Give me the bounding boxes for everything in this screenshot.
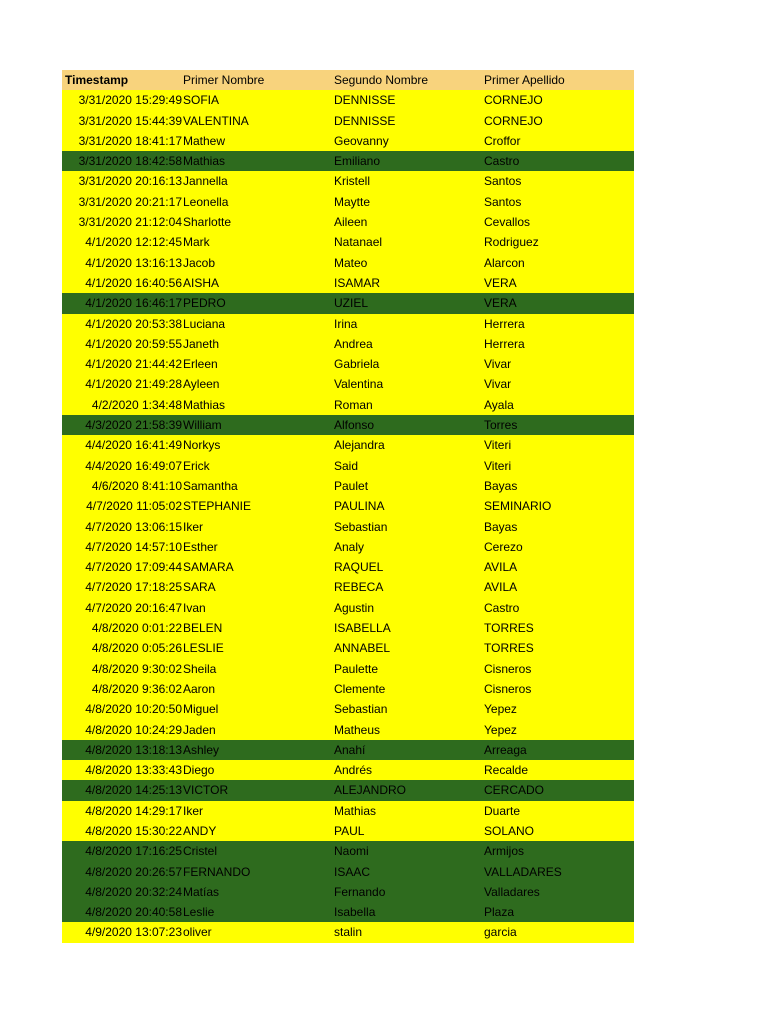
primer-nombre-cell[interactable]: BELEN xyxy=(183,621,223,636)
timestamp-cell[interactable]: 4/8/2020 20:32:24 xyxy=(85,884,182,899)
primer-nombre-cell[interactable]: SARA xyxy=(183,580,216,595)
primer-nombre-cell[interactable]: Cristel xyxy=(183,844,218,859)
segundo-nombre-cell[interactable]: Roman xyxy=(334,397,373,412)
table-row xyxy=(62,638,634,658)
primer-nombre-cell[interactable]: Sheila xyxy=(183,661,217,676)
primer-nombre-cell[interactable]: SOFIA xyxy=(183,93,220,108)
primer-apellido-cell[interactable]: TORRES xyxy=(484,621,534,636)
primer-nombre-cell[interactable]: Jacob xyxy=(183,255,216,270)
segundo-nombre-cell[interactable]: Matheus xyxy=(334,722,381,737)
table-row xyxy=(62,151,634,171)
table-row xyxy=(62,192,634,212)
primer-apellido-cell[interactable]: Armijos xyxy=(484,844,525,859)
timestamp-cell[interactable]: 4/4/2020 16:49:07 xyxy=(85,458,182,473)
timestamp-cell[interactable]: 4/1/2020 16:40:56 xyxy=(85,275,182,290)
segundo-nombre-cell[interactable]: Fernando xyxy=(334,884,386,899)
primer-apellido-cell[interactable]: AVILA xyxy=(484,560,518,575)
primer-apellido-cell[interactable]: Cerezo xyxy=(484,539,523,554)
timestamp-cell[interactable]: 4/8/2020 17:16:25 xyxy=(85,844,182,859)
timestamp-cell[interactable]: 4/1/2020 13:16:13 xyxy=(85,255,182,270)
timestamp-cell[interactable]: 4/8/2020 20:26:57 xyxy=(85,864,182,879)
segundo-nombre-cell[interactable]: Geovanny xyxy=(334,133,389,148)
segundo-nombre-cell[interactable]: Mateo xyxy=(334,255,368,270)
segundo-nombre-cell[interactable]: UZIEL xyxy=(334,296,369,311)
segundo-nombre-cell[interactable]: Paulet xyxy=(334,478,369,493)
table-row xyxy=(62,618,634,638)
primer-nombre-cell[interactable]: LESLIE xyxy=(183,641,224,656)
segundo-nombre-cell[interactable]: Paulette xyxy=(334,661,379,676)
primer-apellido-cell[interactable]: Santos xyxy=(484,174,522,189)
primer-nombre-cell[interactable]: Erleen xyxy=(183,357,218,372)
timestamp-cell[interactable]: 4/8/2020 14:25:13 xyxy=(85,783,182,798)
segundo-nombre-cell[interactable]: Analy xyxy=(334,539,365,554)
segundo-nombre-cell[interactable]: Naomi xyxy=(334,844,369,859)
timestamp-cell[interactable]: 3/31/2020 20:21:17 xyxy=(78,194,182,209)
primer-nombre-cell[interactable]: Ashley xyxy=(183,742,220,757)
table-row xyxy=(62,171,634,191)
primer-apellido-cell[interactable]: Vivar xyxy=(484,377,512,392)
primer-nombre-cell[interactable]: VICTOR xyxy=(183,783,229,798)
timestamp-cell[interactable]: 4/2/2020 1:34:48 xyxy=(91,397,182,412)
primer-nombre-cell[interactable]: ANDY xyxy=(183,823,217,838)
primer-nombre-cell[interactable]: Mark xyxy=(183,235,210,250)
timestamp-cell[interactable]: 4/1/2020 16:46:17 xyxy=(85,296,182,311)
primer-apellido-cell[interactable]: Castro xyxy=(484,600,520,615)
table-row xyxy=(62,354,634,374)
segundo-nombre-cell[interactable]: ISABELLA xyxy=(334,621,391,636)
segundo-nombre-cell[interactable]: Irina xyxy=(334,316,358,331)
table-row xyxy=(62,902,634,922)
primer-nombre-cell[interactable]: Norkys xyxy=(183,438,221,453)
table-row xyxy=(62,212,634,232)
timestamp-cell[interactable]: 4/9/2020 13:07:23 xyxy=(85,925,182,940)
table-row xyxy=(62,111,634,131)
header-row xyxy=(62,70,634,90)
primer-apellido-cell[interactable]: Cisneros xyxy=(484,661,532,676)
timestamp-cell[interactable]: 4/7/2020 11:05:02 xyxy=(86,499,182,514)
timestamp-cell[interactable]: 4/1/2020 21:49:28 xyxy=(85,377,182,392)
primer-nombre-cell[interactable]: VALENTINA xyxy=(183,113,249,128)
primer-apellido-cell[interactable]: Santos xyxy=(484,194,522,209)
timestamp-cell[interactable]: 4/1/2020 21:44:42 xyxy=(85,357,182,372)
primer-apellido-cell[interactable]: Viteri xyxy=(484,458,512,473)
primer-nombre-cell[interactable]: Janeth xyxy=(183,336,220,351)
primer-nombre-cell[interactable]: AISHA xyxy=(183,275,220,290)
primer-apellido-cell[interactable]: VALLADARES xyxy=(484,864,562,879)
primer-apellido-cell[interactable]: AVILA xyxy=(484,580,518,595)
primer-apellido-cell[interactable]: CERCADO xyxy=(484,783,545,798)
table-row xyxy=(62,598,634,618)
table-row xyxy=(62,496,634,516)
timestamp-cell[interactable]: 4/8/2020 9:30:02 xyxy=(91,661,182,676)
primer-apellido-cell[interactable]: VERA xyxy=(484,275,517,290)
primer-nombre-cell[interactable]: SAMARA xyxy=(183,560,234,575)
timestamp-cell[interactable]: 3/31/2020 15:44:39 xyxy=(78,113,182,128)
timestamp-cell[interactable]: 4/6/2020 8:41:10 xyxy=(91,478,182,493)
segundo-nombre-cell[interactable]: Sebastian xyxy=(334,519,388,534)
timestamp-cell[interactable]: 3/31/2020 18:41:17 xyxy=(78,133,182,148)
segundo-nombre-cell[interactable]: DENNISSE xyxy=(334,113,396,128)
primer-nombre-cell[interactable]: Diego xyxy=(183,763,215,778)
table-row xyxy=(62,659,634,679)
timestamp-cell[interactable]: 3/31/2020 21:12:04 xyxy=(78,215,182,230)
segundo-nombre-cell[interactable]: Anahí xyxy=(334,742,366,757)
table-row xyxy=(62,253,634,273)
primer-apellido-cell[interactable]: Ayala xyxy=(484,397,514,412)
primer-apellido-cell[interactable]: Plaza xyxy=(484,905,515,920)
segundo-nombre-cell[interactable]: Clemente xyxy=(334,681,386,696)
table-row xyxy=(62,517,634,537)
segundo-nombre-cell[interactable]: stalin xyxy=(334,925,363,940)
primer-apellido-cell[interactable]: Croffor xyxy=(484,133,521,148)
segundo-nombre-cell[interactable]: Andrea xyxy=(334,336,373,351)
segundo-nombre-cell[interactable]: Andrés xyxy=(334,763,373,778)
primer-nombre-cell[interactable]: FERNANDO xyxy=(183,864,251,879)
segundo-nombre-cell[interactable]: Kristell xyxy=(334,174,371,189)
primer-apellido-cell[interactable]: Herrera xyxy=(484,336,525,351)
timestamp-cell[interactable]: 4/8/2020 0:05:26 xyxy=(91,641,182,656)
primer-apellido-cell[interactable]: Yepez xyxy=(484,702,517,717)
table-row xyxy=(62,862,634,882)
table-row xyxy=(62,293,634,313)
primer-apellido-cell[interactable]: Bayas xyxy=(484,519,518,534)
table-row xyxy=(62,922,634,942)
table-row xyxy=(62,131,634,151)
table-row xyxy=(62,821,634,841)
header-segundo-nombre[interactable]: Segundo Nombre xyxy=(334,73,429,87)
primer-apellido-cell[interactable]: Torres xyxy=(484,418,518,433)
primer-nombre-cell[interactable]: Mathew xyxy=(183,133,226,148)
table-row xyxy=(62,699,634,719)
segundo-nombre-cell[interactable]: Aileen xyxy=(334,215,368,230)
primer-apellido-cell[interactable]: Herrera xyxy=(484,316,525,331)
segundo-nombre-cell[interactable]: PAULINA xyxy=(334,499,385,514)
table-row xyxy=(62,557,634,577)
primer-nombre-cell[interactable]: Matías xyxy=(183,884,220,899)
timestamp-cell[interactable]: 3/31/2020 18:42:58 xyxy=(78,154,182,169)
table-row xyxy=(62,720,634,740)
table-row xyxy=(62,882,634,902)
segundo-nombre-cell[interactable]: Maytte xyxy=(334,194,371,209)
timestamp-cell[interactable]: 4/8/2020 10:20:50 xyxy=(85,702,182,717)
primer-nombre-cell[interactable]: PEDRO xyxy=(183,296,226,311)
primer-nombre-cell[interactable]: Luciana xyxy=(183,316,226,331)
timestamp-cell[interactable]: 4/8/2020 13:33:43 xyxy=(85,763,182,778)
primer-apellido-cell[interactable]: Rodriguez xyxy=(484,235,539,250)
timestamp-cell[interactable]: 4/7/2020 17:09:44 xyxy=(85,560,182,575)
primer-apellido-cell[interactable]: Vivar xyxy=(484,357,512,372)
timestamp-cell[interactable]: 4/4/2020 16:41:49 xyxy=(85,438,182,453)
header-timestamp[interactable]: Timestamp xyxy=(65,73,129,87)
timestamp-cell[interactable]: 4/7/2020 14:57:10 xyxy=(85,539,182,554)
timestamp-cell[interactable]: 3/31/2020 15:29:49 xyxy=(78,93,182,108)
primer-nombre-cell[interactable]: Iker xyxy=(183,519,204,534)
primer-apellido-cell[interactable]: Arreaga xyxy=(484,742,527,757)
table-row xyxy=(62,841,634,861)
primer-apellido-cell[interactable]: VERA xyxy=(484,296,517,311)
segundo-nombre-cell[interactable]: ISAMAR xyxy=(334,275,381,290)
table-row xyxy=(62,314,634,334)
segundo-nombre-cell[interactable]: Sebastian xyxy=(334,702,388,717)
segundo-nombre-cell[interactable]: ANNABEL xyxy=(334,641,391,656)
primer-nombre-cell[interactable]: Ivan xyxy=(183,600,206,615)
primer-apellido-cell[interactable]: Alarcon xyxy=(484,255,525,270)
table-row xyxy=(62,90,634,110)
table-row xyxy=(62,740,634,760)
primer-nombre-cell[interactable]: Aaron xyxy=(183,681,216,696)
timestamp-cell[interactable]: 4/8/2020 13:18:13 xyxy=(85,742,182,757)
timestamp-cell[interactable]: 4/8/2020 20:40:58 xyxy=(85,905,182,920)
primer-apellido-cell[interactable]: Bayas xyxy=(484,478,518,493)
segundo-nombre-cell[interactable]: Agustin xyxy=(334,600,375,615)
primer-apellido-cell[interactable]: Duarte xyxy=(484,803,521,818)
primer-nombre-cell[interactable]: Jannella xyxy=(183,174,228,189)
primer-apellido-cell[interactable]: Recalde xyxy=(484,763,529,778)
primer-nombre-cell[interactable]: Sharlotte xyxy=(183,215,232,230)
table-row xyxy=(62,679,634,699)
segundo-nombre-cell[interactable]: ISAAC xyxy=(334,864,371,879)
primer-nombre-cell[interactable]: Miguel xyxy=(183,702,219,717)
primer-nombre-cell[interactable]: Ayleen xyxy=(183,377,220,392)
segundo-nombre-cell[interactable]: Natanael xyxy=(334,235,383,250)
primer-nombre-cell[interactable]: Leslie xyxy=(183,905,215,920)
table-row xyxy=(62,273,634,293)
segundo-nombre-cell[interactable]: ALEJANDRO xyxy=(334,783,407,798)
segundo-nombre-cell[interactable]: PAUL xyxy=(334,823,365,838)
table-row xyxy=(62,395,634,415)
segundo-nombre-cell[interactable]: Gabriela xyxy=(334,357,380,372)
primer-apellido-cell[interactable]: garcia xyxy=(484,925,517,940)
header-primer-nombre[interactable]: Primer Nombre xyxy=(183,73,265,87)
segundo-nombre-cell[interactable]: Emiliano xyxy=(334,154,381,169)
table-row xyxy=(62,476,634,496)
primer-nombre-cell[interactable]: Jaden xyxy=(183,722,216,737)
primer-nombre-cell[interactable]: Mathias xyxy=(183,397,226,412)
segundo-nombre-cell[interactable]: Said xyxy=(334,458,359,473)
primer-apellido-cell[interactable]: Castro xyxy=(484,154,520,169)
table-row xyxy=(62,415,634,435)
timestamp-cell[interactable]: 4/8/2020 15:30:22 xyxy=(85,823,182,838)
segundo-nombre-cell[interactable]: Valentina xyxy=(334,377,384,392)
table-row xyxy=(62,232,634,252)
timestamp-cell[interactable]: 4/8/2020 9:36:02 xyxy=(91,681,182,696)
table-row xyxy=(62,537,634,557)
timestamp-cell[interactable]: 4/7/2020 13:06:15 xyxy=(85,519,182,534)
primer-nombre-cell[interactable]: Iker xyxy=(183,803,204,818)
table-row xyxy=(62,801,634,821)
table-row xyxy=(62,435,634,455)
table-row xyxy=(62,374,634,394)
primer-nombre-cell[interactable]: Erick xyxy=(183,458,210,473)
spreadsheet xyxy=(62,70,634,943)
primer-apellido-cell[interactable]: SEMINARIO xyxy=(484,499,552,514)
timestamp-cell[interactable]: 4/7/2020 20:16:47 xyxy=(85,600,182,615)
timestamp-cell[interactable]: 4/1/2020 12:12:45 xyxy=(85,235,182,250)
primer-nombre-cell[interactable]: Mathias xyxy=(183,154,226,169)
segundo-nombre-cell[interactable]: REBECA xyxy=(334,580,384,595)
segundo-nombre-cell[interactable]: Alfonso xyxy=(334,418,375,433)
primer-apellido-cell[interactable]: TORRES xyxy=(484,641,534,656)
table-row xyxy=(62,334,634,354)
timestamp-cell[interactable]: 4/1/2020 20:59:55 xyxy=(85,336,182,351)
timestamp-cell[interactable]: 4/8/2020 14:29:17 xyxy=(85,803,182,818)
segundo-nombre-cell[interactable]: DENNISSE xyxy=(334,93,396,108)
timestamp-cell[interactable]: 4/8/2020 0:01:22 xyxy=(91,621,182,636)
primer-nombre-cell[interactable]: oliver xyxy=(183,925,212,940)
timestamp-cell[interactable]: 4/1/2020 20:53:38 xyxy=(85,316,182,331)
timestamp-cell[interactable]: 3/31/2020 20:16:13 xyxy=(78,174,182,189)
table-body xyxy=(62,90,634,942)
table-row xyxy=(62,456,634,476)
primer-nombre-cell[interactable]: STEPHANIE xyxy=(183,499,252,514)
primer-apellido-cell[interactable]: CORNEJO xyxy=(484,113,543,128)
table-row xyxy=(62,760,634,780)
segundo-nombre-cell[interactable]: Isabella xyxy=(334,905,376,920)
primer-apellido-cell[interactable]: Viteri xyxy=(484,438,512,453)
primer-nombre-cell[interactable]: Esther xyxy=(183,539,218,554)
primer-nombre-cell[interactable]: Samantha xyxy=(183,478,238,493)
primer-nombre-cell[interactable]: Leonella xyxy=(183,194,229,209)
primer-apellido-cell[interactable]: Yepez xyxy=(484,722,517,737)
segundo-nombre-cell[interactable]: Alejandra xyxy=(334,438,385,453)
primer-apellido-cell[interactable]: SOLANO xyxy=(484,823,535,838)
timestamp-cell[interactable]: 4/7/2020 17:18:25 xyxy=(85,580,182,595)
header-primer-apellido[interactable]: Primer Apellido xyxy=(484,73,565,87)
primer-apellido-cell[interactable]: Cisneros xyxy=(484,681,532,696)
primer-apellido-cell[interactable]: Valladares xyxy=(484,884,540,899)
table-row xyxy=(62,780,634,800)
segundo-nombre-cell[interactable]: RAQUEL xyxy=(334,560,384,575)
primer-apellido-cell[interactable]: Cevallos xyxy=(484,215,531,230)
primer-nombre-cell[interactable]: William xyxy=(183,418,222,433)
timestamp-cell[interactable]: 4/8/2020 10:24:29 xyxy=(85,722,182,737)
segundo-nombre-cell[interactable]: Mathias xyxy=(334,803,377,818)
primer-apellido-cell[interactable]: CORNEJO xyxy=(484,93,543,108)
table-row xyxy=(62,577,634,597)
timestamp-cell[interactable]: 4/3/2020 21:58:39 xyxy=(85,418,182,433)
